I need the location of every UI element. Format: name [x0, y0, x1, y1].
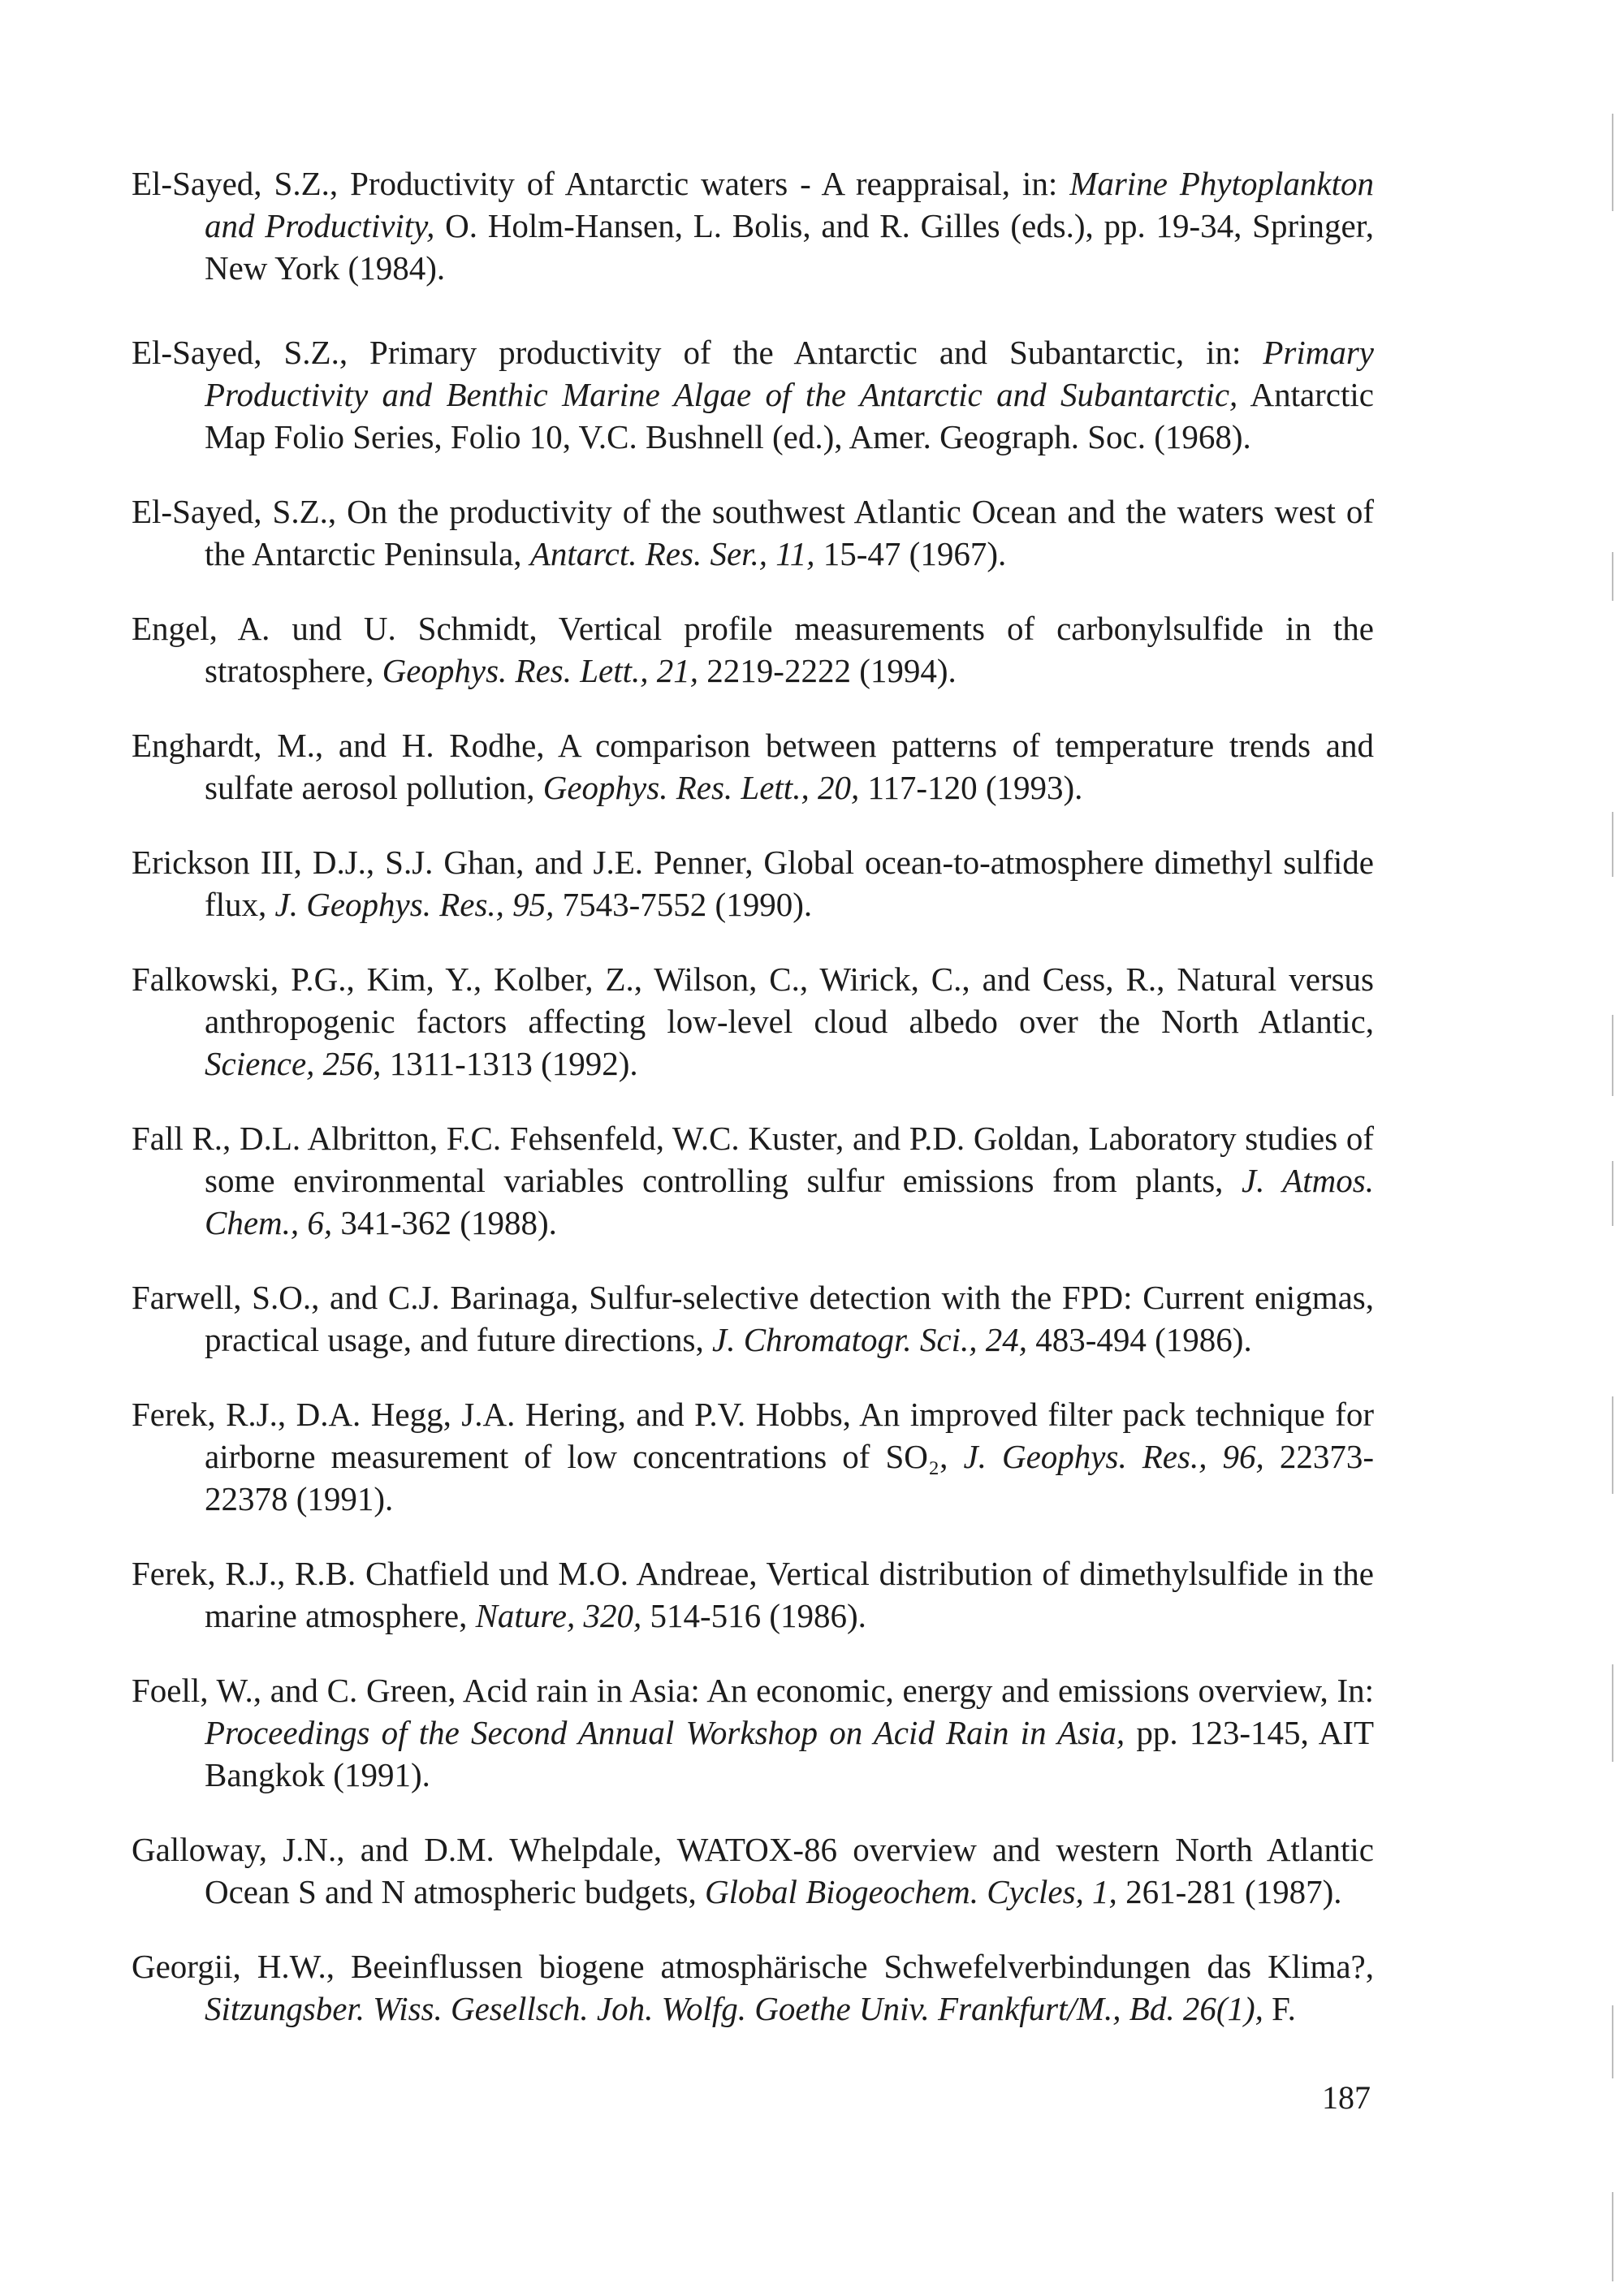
reference-text: 514-516 (1986).	[641, 1597, 866, 1634]
reference-text: Falkowski, P.G., Kim, Y., Kolber, Z., Wilson, C., Wirick, C., and Cess, R., Natural versus anthropogenic factors affecting low-level cloud albedo over the North Atlantic,	[132, 960, 1374, 1040]
reference-text: 22373-22378 (1991).	[205, 1438, 1374, 1517]
scan-edge-line	[1612, 1664, 1613, 1762]
reference-entry	[132, 1552, 1374, 1637]
reference-text: 341-362 (1988).	[332, 1204, 557, 1241]
reference-entry	[132, 331, 1374, 458]
reference-text: 261-281 (1987).	[1116, 1873, 1342, 1910]
reference-text: Ferek, R.J., D.A. Hegg, J.A. Hering, and P.V. Hobbs, An improved filter pack technique for airborne measurement of low concentrations of SO₂,	[132, 1396, 1374, 1475]
reference-text: F.	[1263, 1990, 1296, 2027]
reference-entry	[132, 607, 1374, 692]
page-number: 187	[1322, 2079, 1371, 2116]
reference-text: El-Sayed, S.Z., On the productivity of the southwest Atlantic Ocean and the waters west of the Antarctic Peninsula,	[132, 493, 1374, 572]
reference-source-italic: Global Biogeochem. Cycles, 1,	[704, 1873, 1117, 1910]
reference-entry	[132, 1828, 1374, 1913]
reference-text: pp. 123-145, AIT Bangkok (1991).	[205, 1714, 1375, 1793]
scan-edge-line	[1612, 2192, 1613, 2281]
reference-source-italic: Geophys. Res. Lett., 21,	[382, 652, 699, 689]
reference-text: 117-120 (1993).	[859, 769, 1083, 806]
reference-entry	[132, 1945, 1374, 2030]
reference-text: Fall R., D.L. Albritton, F.C. Fehsenfeld, W.C. Kuster, and P.D. Goldan, Laboratory studies of some environmental variables controlling sulfur emissions from plants,	[132, 1120, 1374, 1199]
reference-text: O. Holm-Hansen, L. Bolis, and R. Gilles (eds.), pp. 19-34, Springer, New York (1984).	[205, 207, 1374, 287]
reference-text: El-Sayed, S.Z., Primary productivity of the Antarctic and Subantarctic, in:	[132, 334, 1263, 371]
reference-source-italic: Primary Productivity and Benthic Marine Algae of the Antarctic and Subantarctic,	[205, 334, 1374, 413]
reference-text: 1311-1313 (1992).	[381, 1045, 638, 1082]
reference-text: El-Sayed, S.Z., Productivity of Antarctic waters - A reappraisal, in:	[132, 165, 1070, 202]
reference-text: Galloway, J.N., and D.M. Whelpdale, WATOX-86 overview and western North Atlantic Ocean S and N atmospheric budgets,	[132, 1831, 1374, 1910]
scan-edge-line	[1612, 2005, 1613, 2078]
reference-text: 483-494 (1986).	[1026, 1321, 1252, 1358]
scan-edge-line	[1612, 1396, 1613, 1494]
reference-entry	[132, 841, 1374, 926]
reference-source-italic: Proceedings of the Second Annual Workshop on Acid Rain in Asia,	[205, 1714, 1125, 1751]
reference-source-italic: Nature, 320,	[475, 1597, 642, 1634]
reference-source-italic: J. Atmos. Chem., 6,	[205, 1162, 1374, 1241]
reference-entry	[132, 1276, 1374, 1361]
reference-source-italic: Science, 256,	[205, 1045, 382, 1082]
reference-entry	[132, 1117, 1374, 1244]
reference-source-italic: Sitzungsber. Wiss. Gesellsch. Joh. Wolfg. Goethe Univ. Frankfurt/M., Bd. 26(1),	[205, 1990, 1263, 2027]
reference-text: 2219-2222 (1994).	[698, 652, 957, 689]
reference-text: Ferek, R.J., R.B. Chatfield und M.O. Andreae, Vertical distribution of dimethylsulfide in the marine atmosphere,	[132, 1555, 1374, 1634]
scan-edge-line	[1612, 1161, 1613, 1226]
reference-text: Foell, W., and C. Green, Acid rain in Asia: An economic, energy and emissions overview, In:	[132, 1672, 1374, 1709]
scan-edge-line	[1612, 1015, 1613, 1096]
reference-entry	[132, 1393, 1374, 1520]
reference-source-italic: J. Geophys. Res., 96,	[963, 1438, 1264, 1475]
reference-entry	[132, 162, 1374, 289]
reference-source-italic: J. Chromatogr. Sci., 24,	[712, 1321, 1027, 1358]
reference-text: Farwell, S.O., and C.J. Barinaga, Sulfur-selective detection with the FPD: Current enigmas, practical usage, and future directions,	[132, 1279, 1374, 1358]
reference-text: Erickson III, D.J., S.J. Ghan, and J.E. Penner, Global ocean-to-atmosphere dimethyl sulfide flux,	[132, 844, 1374, 923]
reference-text: Engel, A. und U. Schmidt, Vertical profile measurements of carbonylsulfide in the stratosphere,	[132, 610, 1374, 689]
reference-entry	[132, 724, 1374, 809]
reference-source-italic: J. Geophys. Res., 95,	[274, 886, 555, 923]
reference-source-italic: Antarct. Res. Ser., 11,	[529, 535, 815, 572]
reference-entry	[132, 1669, 1374, 1796]
reference-text: Antarctic Map Folio Series, Folio 10, V.C. Bushnell (ed.), Amer. Geograph. Soc. (1968).	[205, 376, 1374, 455]
reference-source-italic: Geophys. Res. Lett., 20,	[542, 769, 860, 806]
scan-edge-line	[1612, 812, 1613, 877]
scan-edge-line	[1612, 552, 1613, 601]
reference-text: 15-47 (1967).	[814, 535, 1007, 572]
reference-entry	[132, 958, 1374, 1085]
reference-source-italic: Marine Phytoplankton and Productivity,	[205, 165, 1374, 244]
reference-text: Georgii, H.W., Beeinflussen biogene atmosphärische Schwefelverbindungen das Klima?,	[132, 1948, 1374, 1985]
reference-text: Enghardt, M., and H. Rodhe, A comparison between patterns of temperature trends and sulfate aerosol pollution,	[132, 727, 1374, 806]
reference-entry	[132, 490, 1374, 575]
scan-edge-line	[1612, 114, 1613, 211]
reference-text: 7543-7552 (1990).	[554, 886, 813, 923]
